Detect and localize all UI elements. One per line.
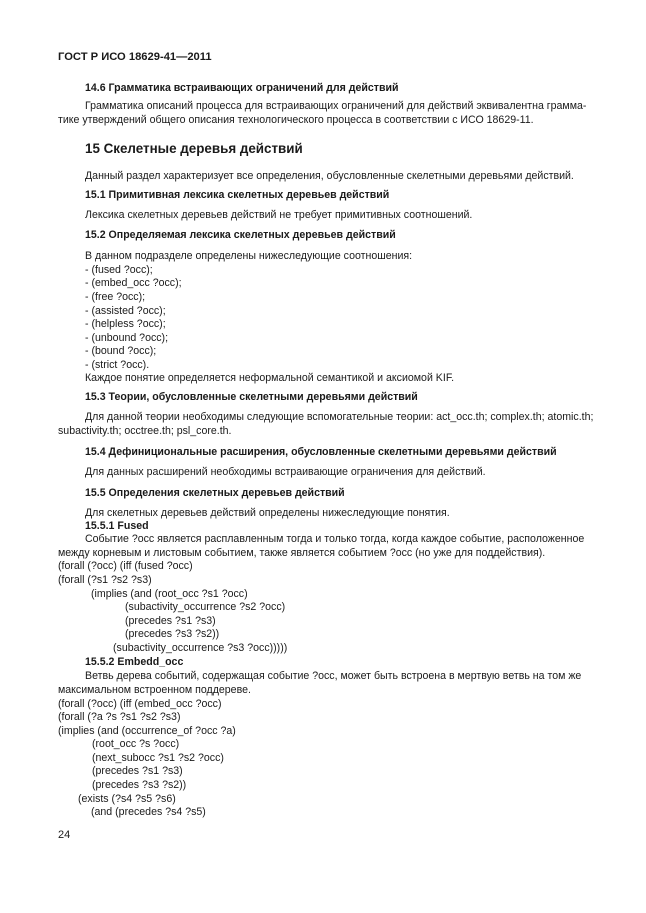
body-line: - (bound ?occ); [85, 345, 157, 357]
subsection-heading: 15.3 Теории, обусловленные скелетными деревьями действий [85, 391, 418, 403]
body-line: (subactivity_occurrence ?s2 ?occ) [125, 601, 286, 613]
body-line: - (strict ?occ). [85, 359, 150, 371]
body-line: - (fused ?occ); [85, 264, 153, 276]
body-line: (precedes ?s1 ?s3) [92, 765, 183, 777]
body-line: - (assisted ?occ); [85, 305, 166, 317]
body-line: (and (precedes ?s4 ?s5) [91, 806, 206, 818]
subsection-heading: 15.2 Определяемая лексика скелетных деревьев действий [85, 229, 396, 241]
body-line: Для данной теории необходимы следующие вспомогательные теории: act_occ.th; complex.th; atomic.th; [85, 411, 594, 423]
page-number: 24 [58, 829, 71, 841]
body-line: (forall (?occ) (iff (embed_occ ?occ) [58, 698, 222, 710]
body-line: Для скелетных деревьев действий определены нижеследующие понятия. [85, 507, 450, 519]
body-line: (exists (?s4 ?s5 ?s6) [78, 793, 176, 805]
subsection-heading: 15.1 Примитивная лексика скелетных деревьев действий [85, 189, 390, 201]
body-line: максимальном встроенном поддереве. [58, 684, 251, 696]
body-line: тике утверждений общего описания технологического процесса в соответствии с ИСО 18629-11. [58, 114, 534, 126]
body-line: (precedes ?s3 ?s2)) [92, 779, 187, 791]
subsection-heading: 15.4 Дефинициональные расширения, обусловленные скелетными деревьями действий [85, 446, 557, 458]
body-line: (precedes ?s1 ?s3) [125, 615, 216, 627]
body-line: - (embed_occ ?occ); [85, 277, 182, 289]
body-line: Лексика скелетных деревьев действий не требует примитивных соотношений. [85, 209, 473, 221]
body-line: (forall (?a ?s ?s1 ?s2 ?s3) [58, 711, 181, 723]
body-line: (forall (?s1 ?s2 ?s3) [58, 574, 152, 586]
body-line: В данном подразделе определены нижеследующие соотношения: [85, 250, 413, 262]
body-line: Ветвь дерева событий, содержащая событие ?occ, может быть встроена в мертвую ветвь на том же [85, 670, 582, 682]
subsection-heading: 15.5.2 Embedd_occ [85, 656, 184, 668]
body-line: Каждое понятие определяется неформальной семантикой и аксиомой KIF. [85, 372, 455, 384]
body-line: - (unbound ?occ); [85, 332, 169, 344]
body-line: - (free ?occ); [85, 291, 146, 303]
body-line: между корневым и листовым событием, также является событием ?occ (но уже для поддействия). [58, 547, 546, 559]
body-line: (implies (and (root_occ ?s1 ?occ) [91, 588, 248, 600]
body-line: (implies (and (occurrence_of ?occ ?a) [58, 725, 236, 737]
body-line: Для данных расширений необходимы встраивающие ограничения для действий. [85, 466, 486, 478]
body-line: Грамматика описаний процесса для встраивающих ограничений для действий эквивалентна грамма- [85, 100, 587, 112]
body-line: (precedes ?s3 ?s2)) [125, 628, 220, 640]
body-line: (root_occ ?s ?occ) [92, 738, 180, 750]
subsection-heading: 14.6 Грамматика встраивающих ограничений для действий [85, 82, 399, 94]
body-line: (forall (?occ) (iff (fused ?occ) [58, 560, 193, 572]
subsection-heading: 15.5 Определения скелетных деревьев действий [85, 487, 345, 499]
body-line: (subactivity_occurrence ?s3 ?occ))))) [113, 642, 288, 654]
body-line: Событие ?occ является расплавленным тогда и только тогда, когда каждое событие, расположенное [85, 533, 585, 545]
subsection-heading: 15.5.1 Fused [85, 520, 149, 532]
section-heading: 15 Скелетные деревья действий [85, 141, 303, 156]
body-line: subactivity.th; occtree.th; psl_core.th. [58, 425, 232, 437]
body-line: (next_subocc ?s1 ?s2 ?occ) [92, 752, 224, 764]
body-line: - (helpless ?occ); [85, 318, 166, 330]
document-header-id: ГОСТ Р ИСО 18629-41—2011 [58, 51, 212, 63]
body-line: Данный раздел характеризует все определения, обусловленные скелетными деревьями действий. [85, 170, 574, 182]
